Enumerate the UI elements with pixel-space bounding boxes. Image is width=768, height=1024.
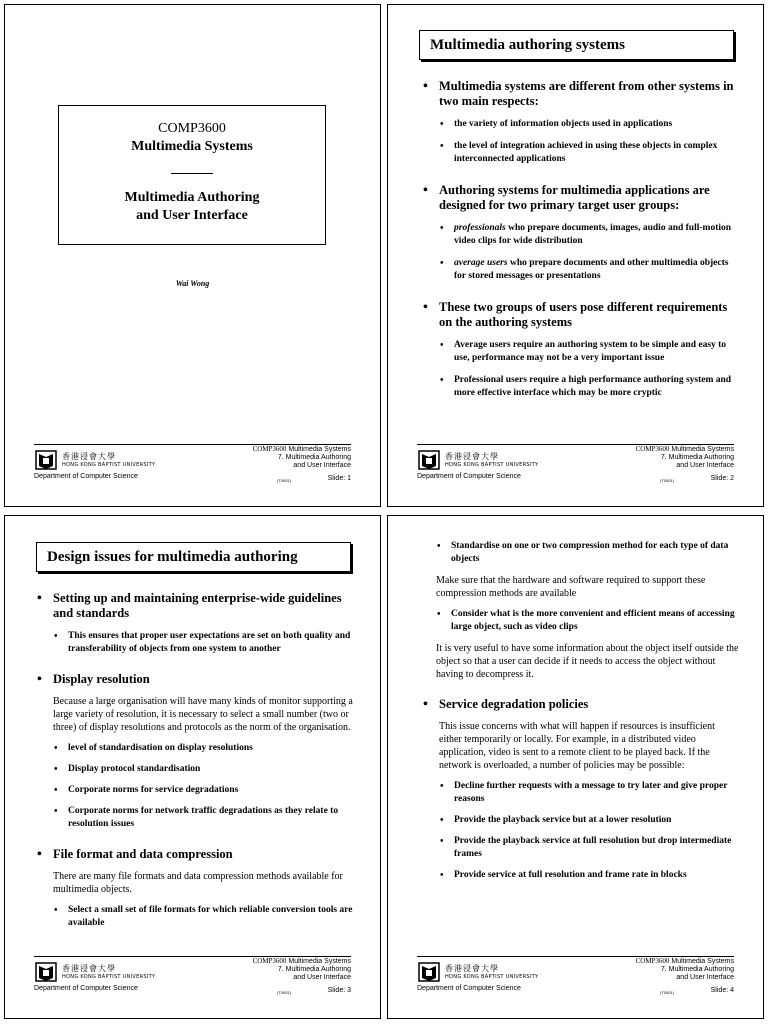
slide-1 <box>4 4 381 507</box>
version-code: (T0001) <box>276 990 291 995</box>
slide-number: Slide: 2 <box>710 475 734 482</box>
sub-bullet-item: • the variety of information objects used in applications <box>439 118 737 131</box>
university-name-en: HONG KONG BAPTIST UNIVERSITY <box>62 462 156 468</box>
university-logo-icon <box>418 962 440 982</box>
sub-bullet-item: • the level of integration achieved in using these objects in complex interconnected applications <box>439 140 737 166</box>
sub-bullet-item: • Corporate norms for service degradations <box>53 784 355 797</box>
title-frame <box>58 105 326 245</box>
slide-footer <box>417 444 734 492</box>
bullet-item: • Setting up and maintaining enterprise-wide guidelines and standards • This ensures that proper user expectations are set on both quality and transferability of objects from one system to another <box>35 591 355 656</box>
title-divider <box>171 173 213 174</box>
university-name-en: HONG KONG BAPTIST UNIVERSITY <box>445 974 539 980</box>
department: Department of Computer Science <box>417 473 521 480</box>
sub-bullet-item: • Provide service at full resolution and frame rate in blocks <box>439 869 739 882</box>
paragraph: Because a large organisation will have many kinds of monitor supporting a large variety of resolution, it is necessary to select a small number (two or three) of display resolutions and protocols as the norm of the organisation. <box>53 696 353 733</box>
slide-title: Multimedia authoring systems <box>419 30 734 60</box>
course-code: COMP3600 <box>158 121 226 136</box>
university-name-cn: 香港浸會大學 <box>62 452 116 461</box>
bullet-item: • File format and data compression There are many file formats and data compression methods available for multimedia objects. • Select a small set of file formats for which reliable conversion tools are available <box>35 847 355 930</box>
sub-bullet-item: • Provide the playback service at full resolution but drop intermediate frames <box>439 835 739 861</box>
course-info <box>636 445 734 470</box>
course-info <box>253 957 351 982</box>
sub-bullet-item: • professionals who prepare documents, images, audio and full-motion video clips for wide distribution <box>439 222 737 248</box>
footer-topic-line1: 7. Multimedia Authoring <box>660 966 734 973</box>
slide-4 <box>387 515 764 1019</box>
paragraph: There are many file formats and data compression methods available for multimedia objects. <box>53 871 343 895</box>
version-code: (T0001) <box>659 990 674 995</box>
course-name: Multimedia Systems <box>131 139 253 154</box>
footer-course-code: COMP3600 <box>635 445 670 453</box>
footer-course-name: Multimedia Systems <box>288 958 351 965</box>
footer-topic-line2: and User Interface <box>676 462 734 469</box>
topic-line1: Multimedia Authoring <box>124 190 260 205</box>
slide-number: Slide: 4 <box>710 987 734 994</box>
footer-topic-line1: 7. Multimedia Authoring <box>277 454 351 461</box>
bullet-item: • Authoring systems for multimedia applications are designed for two primary target user groups: • professionals who prepare documents, images, audio and full-motion video clips for wide distribution • average users who prepare documents and other multimedia objects for stored messages or presentations <box>421 183 737 283</box>
slide-2 <box>387 4 764 507</box>
bullet-list <box>421 79 737 400</box>
slide-footer <box>417 956 734 1004</box>
slide-number: Slide: 1 <box>327 475 351 482</box>
slide-number: Slide: 3 <box>327 987 351 994</box>
sub-bullet-item: • Corporate norms for network traffic degradations as they relate to resolution issues <box>53 805 355 831</box>
footer-course-code: COMP3600 <box>635 957 670 965</box>
bullet-item: • Display resolution Because a large organisation will have many kinds of monitor supporting a large variety of resolution, it is necessary to select a small number (two or three) of display resolutions and protocols as the norm of the organisation. • level of standardisation on display resolutions • Display protocol standardisation • Corporate norms for service degradations • Corporate norms for network traffic degradations as they relate to resolution issues <box>35 672 355 831</box>
course-info <box>253 445 351 470</box>
sub-bullet-item: • level of standardisation on display resolutions <box>53 742 355 755</box>
footer-course-name: Multimedia Systems <box>671 958 734 965</box>
footer-course-name: Multimedia Systems <box>671 446 734 453</box>
university-name-en: HONG KONG BAPTIST UNIVERSITY <box>62 974 156 980</box>
sub-bullet-item: • Display protocol standardisation <box>53 763 355 776</box>
slide-footer <box>34 444 351 492</box>
bullet-item: • These two groups of users pose different requirements on the authoring systems • Average users require an authoring system to be simple and easy to use, performance may not be a very important issue • Professional users require a high performance authoring system and more effective interface which may be more cryptic <box>421 300 737 400</box>
paragraph: Make sure that the hardware and software required to support these compression methods are available <box>436 575 706 599</box>
slide-title: Design issues for multimedia authoring <box>36 542 351 572</box>
sub-bullet-item: • Professional users require a high performance authoring system and more effective interface which may be more cryptic <box>439 374 737 400</box>
university-name-en: HONG KONG BAPTIST UNIVERSITY <box>445 462 539 468</box>
bullet-item: • Service degradation policies This issue concerns with what will happen if resources is insufficient either temporarily or locally. For example, in a distributed video application, video is sent to a remote client to be played back. If the network is overloaded, a number of policies may be possible: • Decline further requests with a message to try later and give proper reasons • Provide the playback service but at a lower resolution • Provide the playback service at full resolution but drop intermediate frames • Provide service at full resolution and frame rate in blocks <box>421 697 739 882</box>
university-name-cn: 香港浸會大學 <box>445 964 499 973</box>
sub-bullet-item: • Provide the playback service but at a lower resolution <box>439 814 739 827</box>
paragraph: It is very useful to have some information about the object itself outside the object so that a user can decide if it needs to access the object without having to decompress it. <box>436 643 739 680</box>
university-logo-icon <box>418 450 440 470</box>
bullet-list <box>35 591 355 930</box>
footer-topic-line2: and User Interface <box>293 462 351 469</box>
version-code: (T0001) <box>276 478 291 483</box>
slide-footer <box>34 956 351 1004</box>
sub-bullet-item: • This ensures that proper user expectations are set on both quality and transferability of objects from one system to another <box>53 630 355 656</box>
department: Department of Computer Science <box>34 473 138 480</box>
university-name-cn: 香港浸會大學 <box>62 964 116 973</box>
course-info <box>636 957 734 982</box>
footer-course-code: COMP3600 <box>252 957 287 965</box>
bullet-item: • Multimedia systems are different from other systems in two main respects: • the variety of information objects used in applications • the level of integration achieved in using these objects in complex interconnected applications <box>421 79 737 166</box>
footer-course-name: Multimedia Systems <box>288 446 351 453</box>
footer-topic-line1: 7. Multimedia Authoring <box>660 454 734 461</box>
author: Wai Wong <box>175 279 210 288</box>
sub-bullet-item: • Average users require an authoring system to be simple and easy to use, performance may not be a very important issue <box>439 339 737 365</box>
sub-bullet-item: • Standardise on one or two compression method for each type of data objects <box>436 540 739 566</box>
university-logo-icon <box>35 450 57 470</box>
topic-line2: and User Interface <box>136 208 248 223</box>
footer-topic-line2: and User Interface <box>676 974 734 981</box>
department: Department of Computer Science <box>34 985 138 992</box>
sub-bullet-item: • average users who prepare documents and other multimedia objects for stored messages or presentations <box>439 257 737 283</box>
university-logo-icon <box>35 962 57 982</box>
footer-topic-line2: and User Interface <box>293 974 351 981</box>
slide-3 <box>4 515 381 1019</box>
footer-course-code: COMP3600 <box>252 445 287 453</box>
sub-bullet-item: • Select a small set of file formats for which reliable conversion tools are available <box>53 904 355 930</box>
footer-topic-line1: 7. Multimedia Authoring <box>277 966 351 973</box>
version-code: (T0001) <box>659 478 674 483</box>
sub-bullet-item: • Consider what is the more convenient and efficient means of accessing large object, such as video clips <box>436 608 739 634</box>
continued-content <box>421 540 739 882</box>
department: Department of Computer Science <box>417 985 521 992</box>
sub-bullet-item: • Decline further requests with a message to try later and give proper reasons <box>439 780 739 806</box>
university-name-cn: 香港浸會大學 <box>445 452 499 461</box>
paragraph: This issue concerns with what will happen if resources is insufficient either temporarily or locally. For example, in a distributed video application, video is sent to a remote client to be played back. If the network is overloaded, a number of policies may be possible: <box>439 721 715 771</box>
